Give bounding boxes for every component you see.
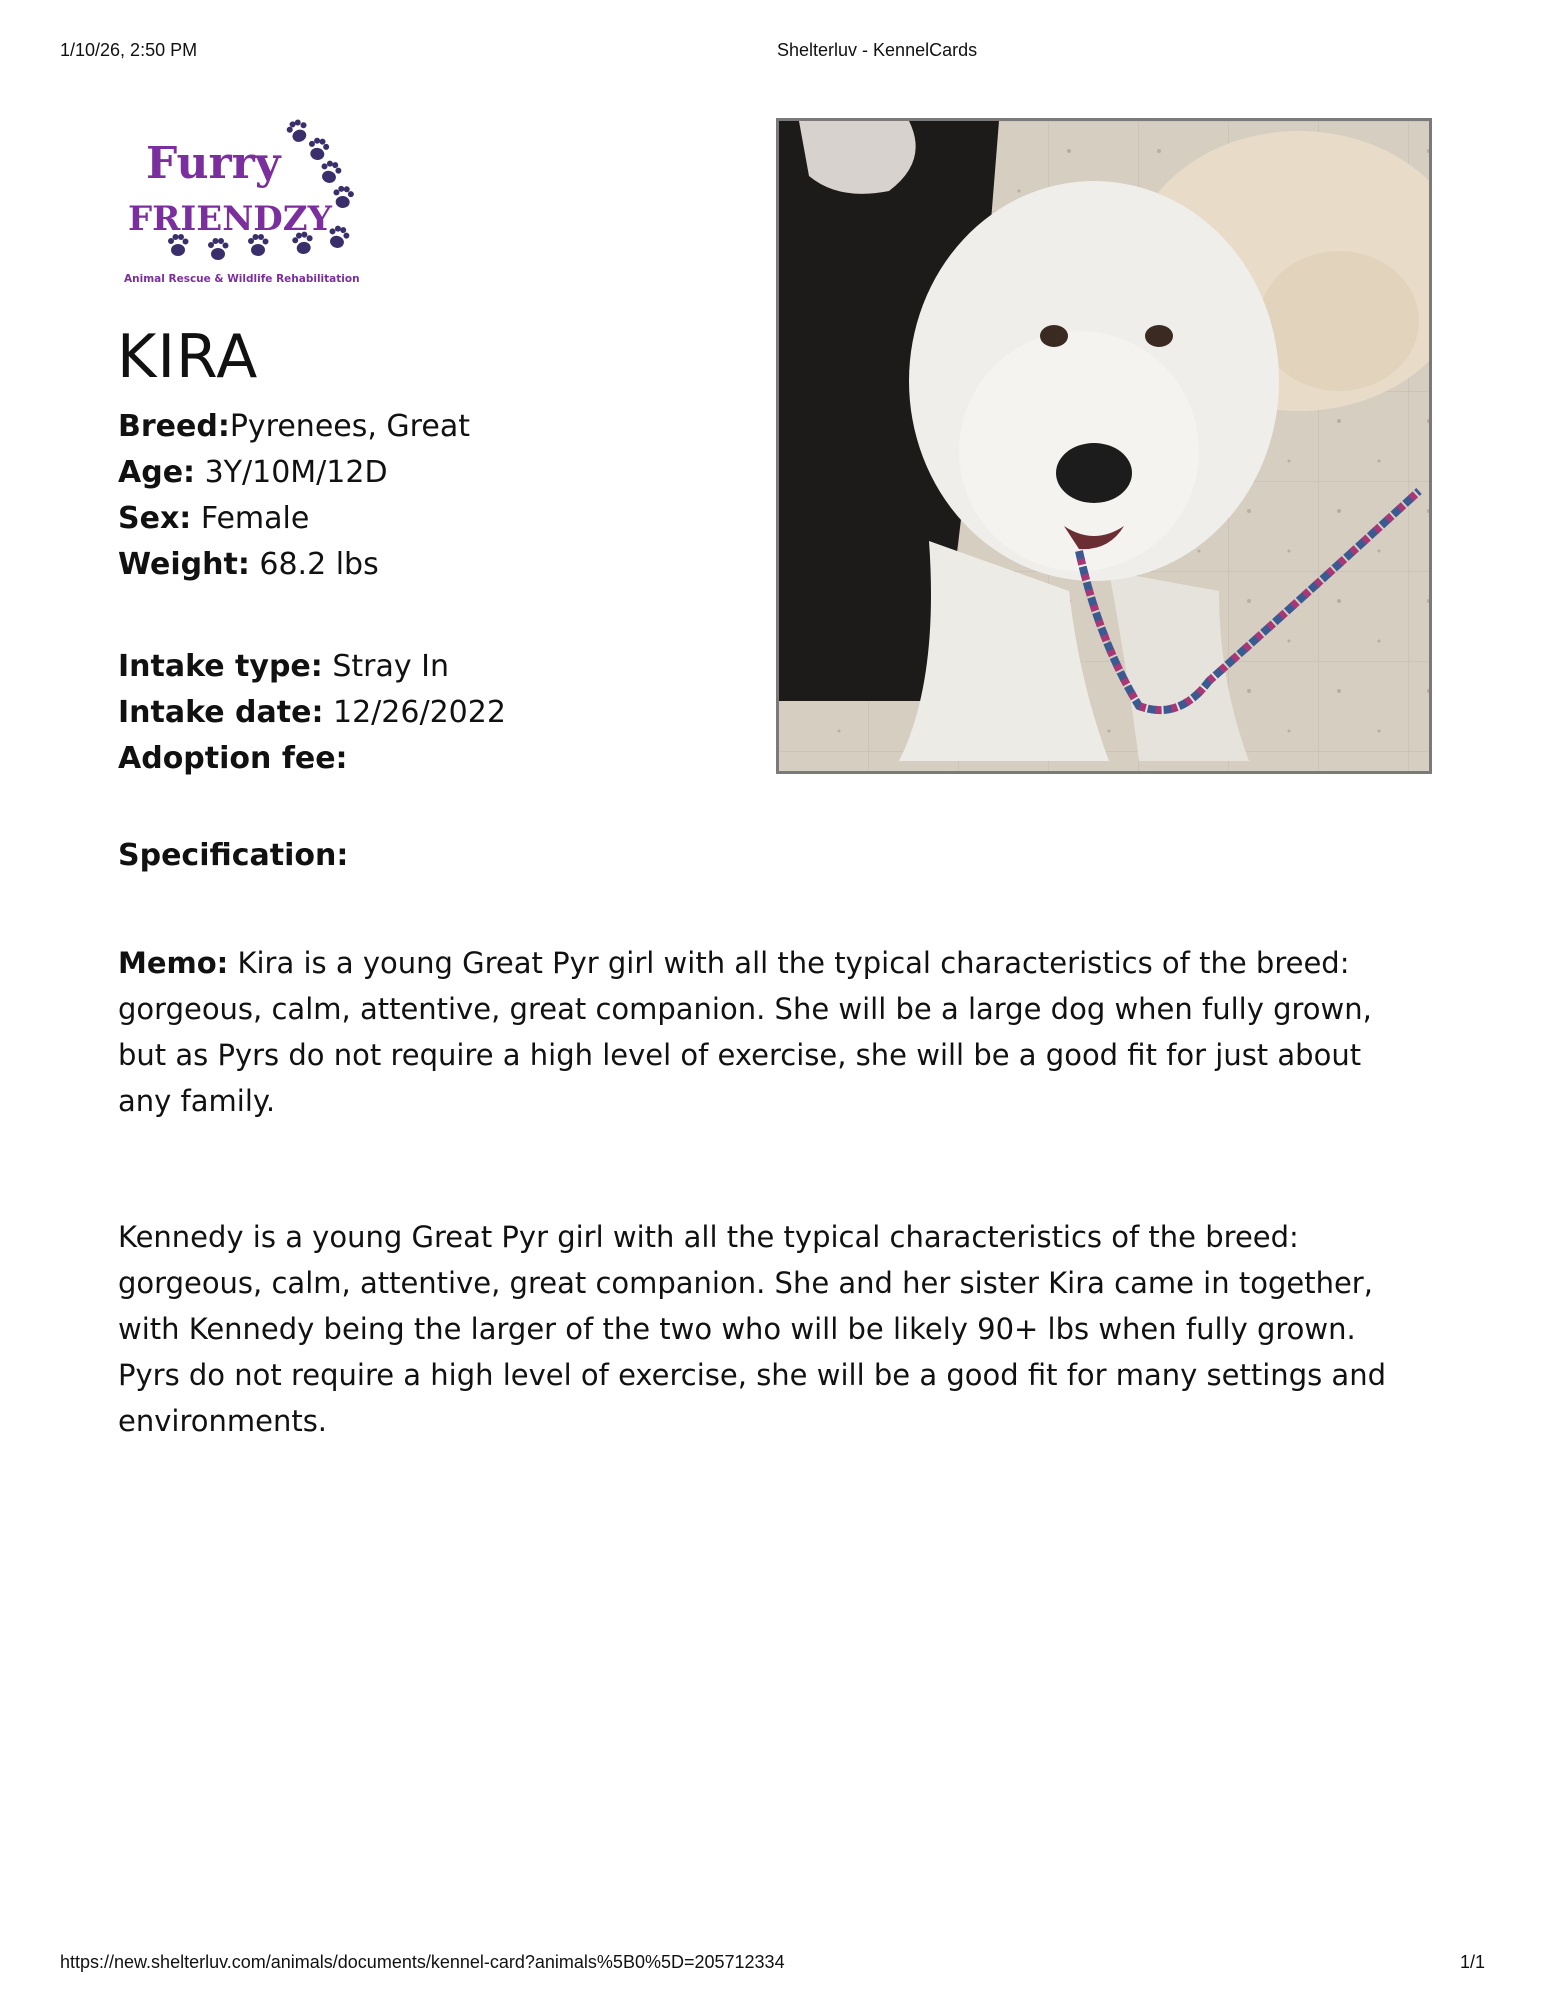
spacer	[118, 588, 506, 644]
memo-paragraph	[118, 940, 1408, 1124]
svg-text:Animal Rescue & Wildlife Rehab: Animal Rescue & Wildlife Rehabilitation	[124, 273, 360, 285]
weight-value: 68.2 lbs	[259, 547, 379, 582]
adoption-fee-label: Adoption fee:	[118, 741, 348, 776]
intake-date-label: Intake date:	[118, 695, 324, 730]
breed-value: Pyrenees, Great	[229, 409, 470, 444]
memo-text: Kira is a young Great Pyr girl with all the typical characteristics of the breed: gorgeous, calm, attentive, great companion. She will be a large dog when fully grown, but as Pyrs do not require a high level of exercise, she will be a good fit for just about any family.	[118, 946, 1372, 1118]
animal-photo	[776, 118, 1432, 774]
print-title: Shelterluv - KennelCards	[777, 40, 978, 60]
intake-type-value: Stray In	[332, 649, 449, 684]
intake-date-row	[118, 690, 506, 736]
age-row	[118, 450, 506, 496]
breed-label: Breed:	[118, 409, 230, 444]
print-url: https://new.shelterluv.com/animals/documents/kennel-card?animals%5B0%5D=205712334	[60, 1952, 785, 1972]
memo-extra-paragraph: Kennedy is a young Great Pyr girl with all the typical characteristics of the breed: gorgeous, calm, attentive, great companion. She and her sister Kira came in together, with Kennedy being the larger of the two who will be likely 90+ lbs when fully grown. Pyrs do not require a high level of exercise, she will be a good fit for many settings and environments.	[118, 1220, 1386, 1438]
breed-row	[118, 404, 506, 450]
sex-label: Sex:	[118, 501, 192, 536]
specification-label: Specification:	[118, 838, 349, 873]
svg-text:Furry: Furry	[146, 138, 281, 189]
animal-name: KIRA	[117, 322, 259, 392]
intake-type-row	[118, 644, 506, 690]
intake-type-label: Intake type:	[118, 649, 323, 684]
sex-value: Female	[200, 501, 310, 536]
memo-label: Memo:	[118, 946, 229, 980]
svg-text:FRIENDZY: FRIENDZY	[128, 199, 332, 239]
weight-row	[118, 542, 506, 588]
intake-date-value: 12/26/2022	[333, 695, 506, 730]
animal-details	[118, 404, 506, 782]
print-datetime: 1/10/26, 2:50 PM	[60, 40, 198, 60]
age-value: 3Y/10M/12D	[204, 455, 388, 490]
adoption-fee-row	[118, 736, 506, 782]
shelter-logo	[118, 118, 368, 288]
weight-label: Weight:	[118, 547, 250, 582]
age-label: Age:	[118, 455, 196, 490]
sex-row	[118, 496, 506, 542]
print-page-number: 1/1	[1459, 1952, 1485, 1972]
